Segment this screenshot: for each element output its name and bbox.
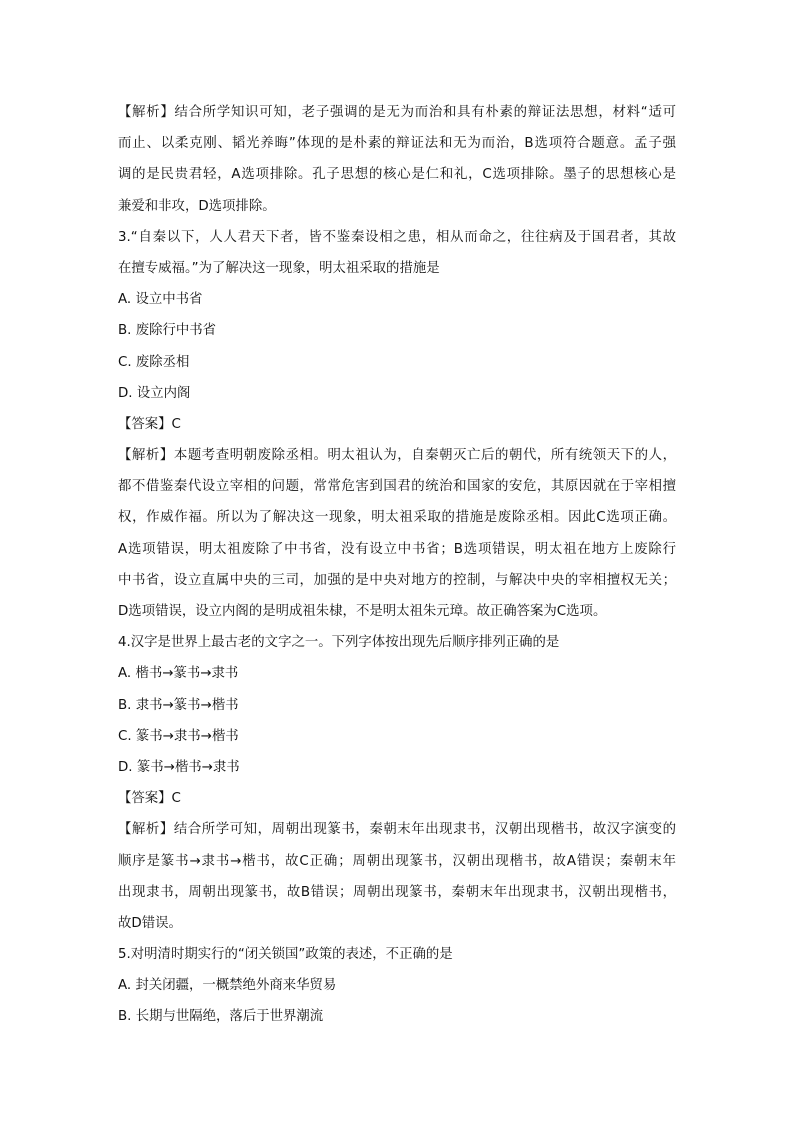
option-b: B. 长期与世隔绝，落后于世界潮流: [118, 1009, 324, 1025]
analysis-line: D选项错误，设立内阁的是明成祖朱棣，不是明太祖朱元璋。故正确答案为C选项。: [118, 604, 607, 619]
analysis-line: 都不借鉴秦代设立宰相的问题，常常危害到国君的统治和国家的安危，其原因就在于宰相擅: [118, 479, 676, 495]
option-d: D. 篆书→楷书→隶书: [118, 759, 240, 775]
answer-label: 【答案】C: [118, 791, 181, 807]
analysis-line: 【解析】结合所学可知，周朝出现篆书，秦朝末年出现隶书，汉朝出现楷书，故汉字演变的: [118, 822, 676, 838]
option-c: C. 废除丞相: [118, 354, 190, 370]
analysis-line: 顺序是篆书→隶书→楷书，故C正确；周朝出现篆书，汉朝出现楷书，故A错误；秦朝末年: [118, 853, 676, 869]
question-stem-line: 在擅专威福。”为了解决这一现象，明太祖采取的措施是: [118, 260, 440, 276]
option-a: A. 封关闭疆，一概禁绝外商来华贸易: [118, 978, 337, 994]
analysis-line: 【解析】结合所学知识可知，老子强调的是无为而治和具有朴素的辩证法思想，材料“适可: [118, 105, 676, 120]
question-4: [118, 627, 676, 939]
analysis-line: 出现隶书，周朝出现篆书，故B错误；周朝出现篆书，秦朝末年出现隶书，汉朝出现楷书，: [118, 884, 676, 900]
analysis-line: A选项错误，明太祖废除了中书省，没有设立中书省；B选项错误，明太祖在地方上废除行: [118, 541, 676, 557]
analysis-line: 故D错误。: [118, 915, 182, 931]
analysis-line: 兼爱和非攻，D选项排除。: [118, 198, 276, 214]
analysis-line: 权，作威作福。所以为了解决这一现象，明太祖采取的措施是废除丞相。因此C选项正确。: [118, 510, 676, 526]
option-d: D. 设立内阁: [118, 385, 191, 401]
analysis-line: 中书省，设立直属中央的三司，加强的是中央对地方的控制，与解决中央的宰相擅权无关；: [118, 572, 676, 588]
question-stem-line: 5.对明清时期实行的“闭关锁国”政策的表述，不正确的是: [118, 947, 453, 963]
option-a: A. 设立中书省: [118, 292, 203, 308]
question-3: [118, 222, 676, 627]
analysis-line: 调的是民贵君轻，A选项排除。孔子思想的核心是仁和礼，C选项排除。墨子的思想核心是: [118, 167, 676, 183]
option-c: C. 篆书→隶书→楷书: [118, 728, 239, 744]
document-page: [118, 97, 676, 1033]
question-5: [118, 939, 676, 1033]
question-stem-line: 3.“自秦以下，人人君天下者，皆不鉴秦设相之患，相从而命之，往往病及于国君者，其故: [118, 229, 676, 245]
analysis-line: 而止、以柔克刚、韬光养晦”体现的是朴素的辩证法和无为而治，B选项符合题意。孟子强: [118, 136, 676, 152]
analysis-line: 【解析】本题考查明朝废除丞相。明太祖认为，自秦朝灭亡后的朝代，所有统领天下的人，: [118, 448, 676, 464]
question-stem-line: 4.汉字是世界上最古老的文字之一。下列字体按出现先后顺序排列正确的是: [118, 635, 560, 651]
option-a: A. 楷书→篆书→隶书: [118, 666, 239, 682]
answer-label: 【答案】C: [118, 416, 181, 432]
option-b: B. 隶书→篆书→楷书: [118, 697, 239, 713]
analysis-block-q2: [118, 97, 676, 222]
option-b: B. 废除行中书省: [118, 323, 217, 339]
